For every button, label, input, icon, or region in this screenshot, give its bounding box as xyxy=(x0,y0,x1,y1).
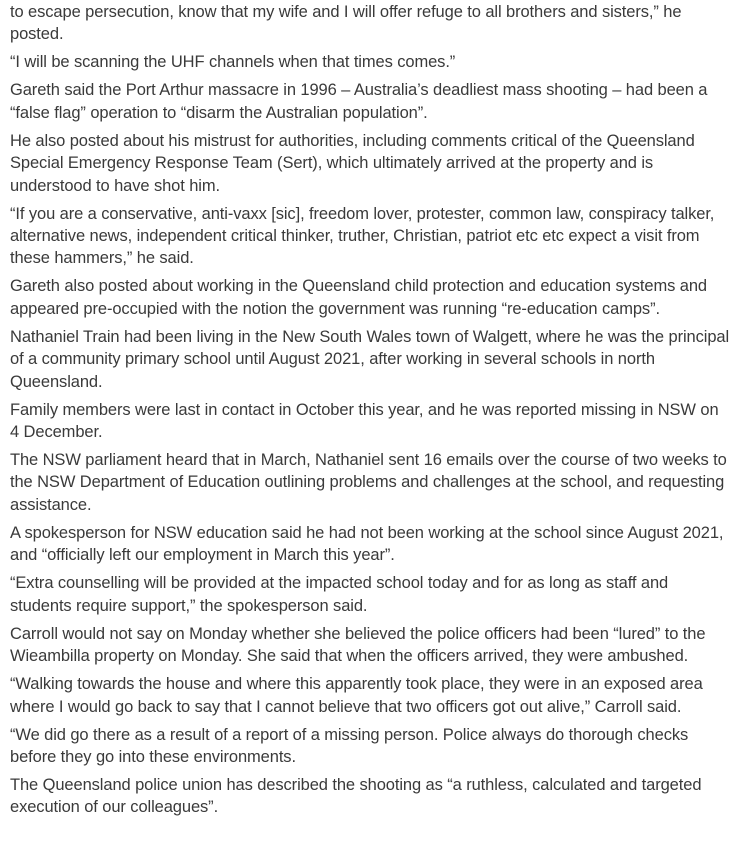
article-paragraph: The Queensland police union has described the shooting as “a ruthless, calculated and targeted execution of our colleagues”. xyxy=(10,775,702,817)
article-paragraph: “Walking towards the house and where this apparently took place, they were in an exposed area where I would go back to say that I cannot believe that two officers got out alive,” Carroll said. xyxy=(10,675,703,716)
article-paragraph: He also posted about his mistrust for authorities, including comments critical of the Queensland Special Emergency Response Team (Sert), which ultimately arrived at the property and is understood to have shot him. xyxy=(10,131,695,195)
article-paragraph: A spokesperson for NSW education said he had not been working at the school since August 2021, and “officially left our employment in March this year”. xyxy=(10,523,724,565)
article-paragraph: Nathaniel Train had been living in the New South Wales town of Walgett, where he was the principal of a community primary school until August 2021, after working in several schools in north Queensland. xyxy=(10,327,730,391)
article-paragraph: “I will be scanning the UHF channels when that times comes.” xyxy=(10,53,456,72)
article-paragraph: “We did go there as a result of a report of a missing person. Police always do thorough checks before they go into these environments. xyxy=(10,725,689,766)
article-paragraph: Family members were last in contact in October this year, and he was reported missing in NSW on 4 December. xyxy=(10,400,719,442)
article-paragraph: Gareth also posted about working in the Queensland child protection and education systems and appeared pre-occupied with the notion the government was running “re-education camps”. xyxy=(10,277,707,318)
article-paragraph: Gareth said the Port Arthur massacre in 1996 – Australia’s deadliest mass shooting – had been a “false flag” operation to “disarm the Australian population”. xyxy=(10,81,708,122)
article-paragraph: Carroll would not say on Monday whether she believed the police officers had been “lured” to the Wieambilla property on Monday. She said that when the officers arrived, they were ambushed. xyxy=(10,624,706,666)
article-paragraph: “If you are a conservative, anti-vaxx [sic], freedom lover, protester, common law, conspiracy talker, alternative news, independent critical thinker, truther, Christian, patriot etc etc expect a visit from these hammers,” he said. xyxy=(10,204,715,268)
article-paragraph: The NSW parliament heard that in March, Nathaniel sent 16 emails over the course of two weeks to the NSW Department of Education outlining problems and challenges at the school, and requesting assistance. xyxy=(10,451,727,514)
article-paragraph: “Extra counselling will be provided at the impacted school today and for as long as staff and students require support,” the spokesperson said. xyxy=(10,574,669,615)
article-paragraph: to escape persecution, know that my wife and I will offer refuge to all brothers and sisters,” he posted. xyxy=(10,3,682,44)
